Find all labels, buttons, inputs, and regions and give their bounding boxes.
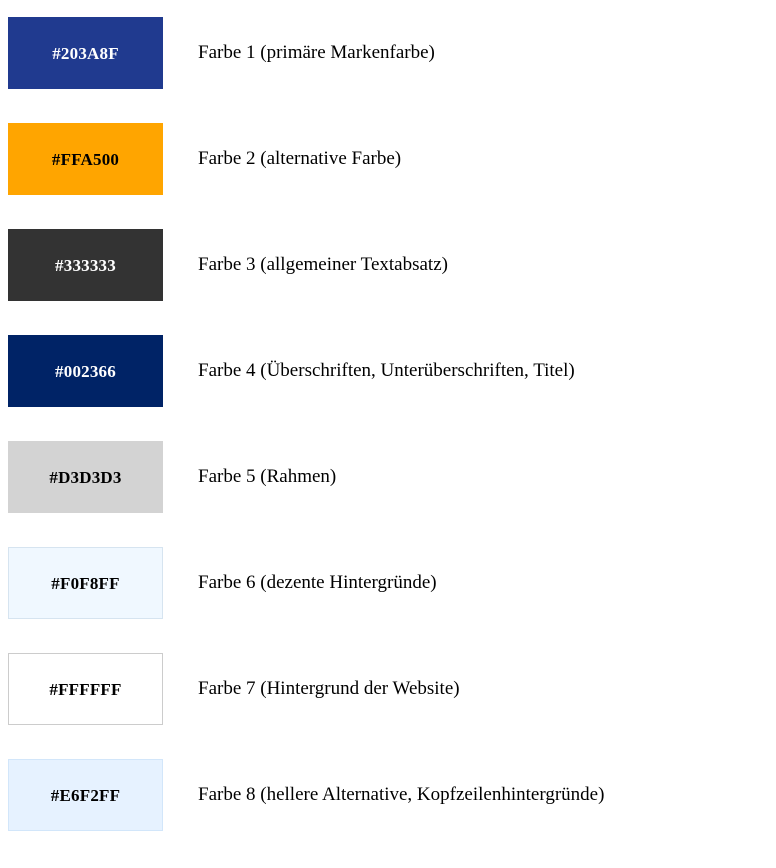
table-row (0, 106, 776, 212)
color-swatch (8, 123, 163, 195)
table-row (0, 318, 776, 424)
color-description: Farbe 3 (allgemeiner Textabsatz) (198, 254, 448, 276)
color-description: Farbe 4 (Überschriften, Unterüberschriften, Titel) (198, 360, 575, 382)
swatch-cell (0, 742, 168, 848)
description-cell (168, 636, 776, 742)
table-row (0, 212, 776, 318)
table-row (0, 530, 776, 636)
color-swatch (8, 17, 163, 89)
swatch-hex-label: #FFA500 (51, 149, 120, 169)
table-row (0, 742, 776, 848)
color-description: Farbe 2 (alternative Farbe) (198, 148, 402, 170)
description-cell (168, 318, 776, 424)
swatch-hex-label: #333333 (55, 255, 116, 275)
description-cell (168, 212, 776, 318)
swatch-hex-label: #203A8F (52, 43, 119, 63)
color-description: Farbe 5 (Rahmen) (198, 466, 337, 488)
color-swatch (8, 441, 163, 513)
color-swatch (8, 229, 163, 301)
swatch-cell (0, 318, 168, 424)
swatch-hex-label: #002366 (55, 361, 116, 381)
description-cell (168, 424, 776, 530)
table-row (0, 0, 776, 106)
description-cell (168, 742, 776, 848)
color-description: Farbe 8 (hellere Alternative, Kopfzeilenhintergründe) (198, 784, 605, 806)
swatch-hex-label: #D3D3D3 (49, 467, 122, 487)
description-cell (168, 0, 776, 106)
color-swatch (8, 335, 163, 407)
swatch-cell (0, 636, 168, 742)
description-cell (168, 106, 776, 212)
swatch-hex-label: #FFFFFF (49, 679, 122, 699)
swatch-cell (0, 106, 168, 212)
swatch-hex-label: #E6F2FF (50, 785, 121, 805)
swatch-cell (0, 0, 168, 106)
color-description: Farbe 7 (Hintergrund der Website) (198, 678, 460, 700)
color-swatch (8, 759, 163, 831)
table-row (0, 424, 776, 530)
table-row (0, 636, 776, 742)
description-cell (168, 530, 776, 636)
swatch-cell (0, 212, 168, 318)
color-description: Farbe 6 (dezente Hintergründe) (198, 572, 437, 594)
color-swatch (8, 547, 163, 619)
swatch-cell (0, 424, 168, 530)
swatch-cell (0, 530, 168, 636)
color-description: Farbe 1 (primäre Markenfarbe) (198, 42, 435, 64)
color-swatch (8, 653, 163, 725)
swatch-hex-label: #F0F8FF (51, 573, 120, 593)
